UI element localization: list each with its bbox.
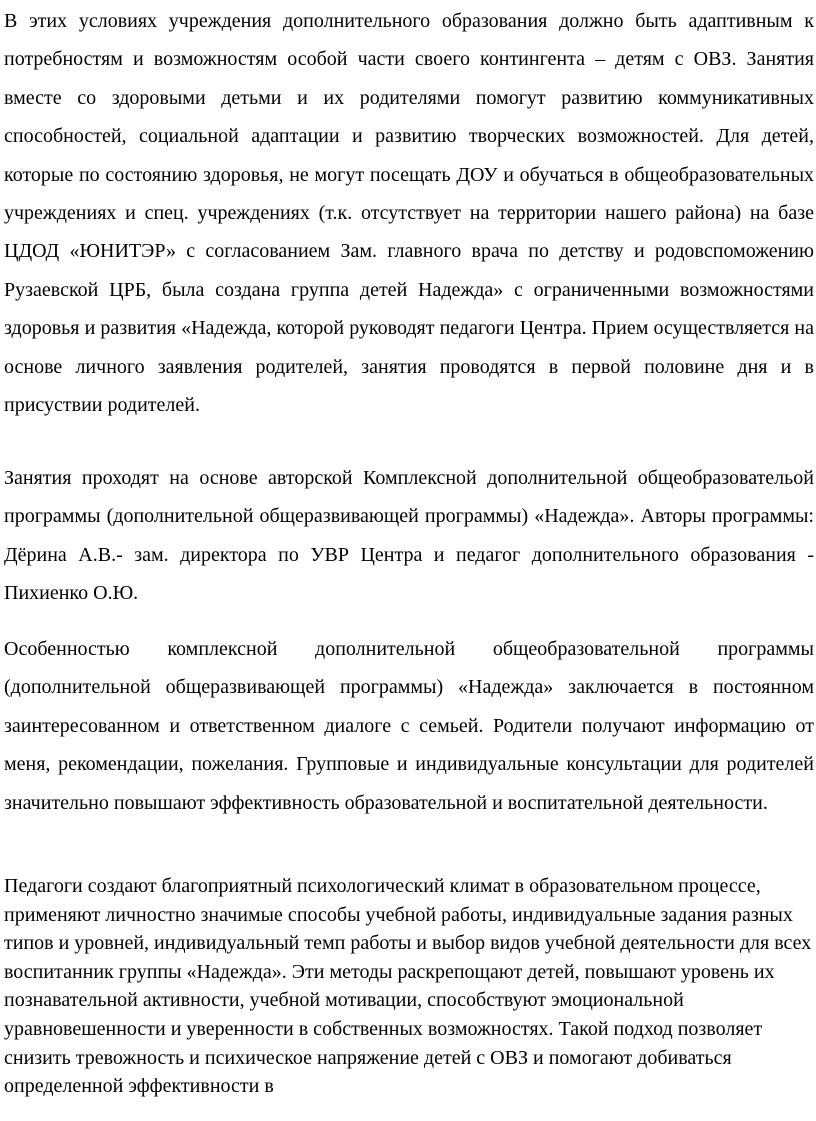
paragraph-2: Занятия проходят на основе авторской Комплексной дополнительной общеобразовательой программы (дополнительной общеразвивающей программы) «Надежда». Авторы программы: Дёрина А.В.- зам. директора по УВР Центра и педагог дополнительного образования - Пихиенко О.Ю. (4, 467, 814, 605)
paragraph-1: В этих условиях учреждения дополнительного образования должно быть адаптивным к потребностям и возможностям особой части своего контингента – детям с ОВЗ. Занятия вместе со здоровыми детьми и их родителями помогут развитию коммуникативных способностей, социальной адаптации и развитию творческих возможностей. Для детей, которые по состоянию здоровья, не могут посещать ДОУ и обучаться в общеобразовательных учреждениях и спец. учреждениях (т.к. отсутствует на территории нашего района) на базе ЦДОД «ЮНИТЭР» с согласованием Зам. главного врача по детству и родовспоможению Рузаевской ЦРБ, была создана группа детей Надежда» с ограниченными возможностями здоровья и развития «Надежда, которой руководят педагоги Центра. Прием осуществляется на основе личного заявления родителей, занятия проводятся в первой половине дня и в присуствии родителей. (4, 10, 814, 417)
paragraph-3: Особенностью комплексной дополнительной общеобразовательной программы (дополнительной общеразвивающей программы) «Надежда» заключается в постоянном заинтересованном и ответственном диалоге с семьей. Родители получают информацию от меня, рекомендации, пожелания. Групповые и индивидуальные консультации для родителей значительно повышают эффективность образовательной и воспитательной деятельности. (4, 638, 814, 814)
paragraph-4: Педагоги создают благоприятный психологический климат в образовательном процессе, применяют личностно значимые способы учебной работы, индивидуальные задания разных типов и уровней, индивидуальный темп работы и выбор видов учебной деятельности для всех воспитанник группы «Надежда». Эти методы раскрепощают детей, повышают уровень их познавательной активности, учебной мотивации, способствуют эмоциональной уравновешенности и уверенности в собственных возможностях. Такой подход позволяет снизить тревожность и психическое напряжение детей с ОВЗ и помогают добиваться определенной эффективности в (4, 875, 812, 1098)
